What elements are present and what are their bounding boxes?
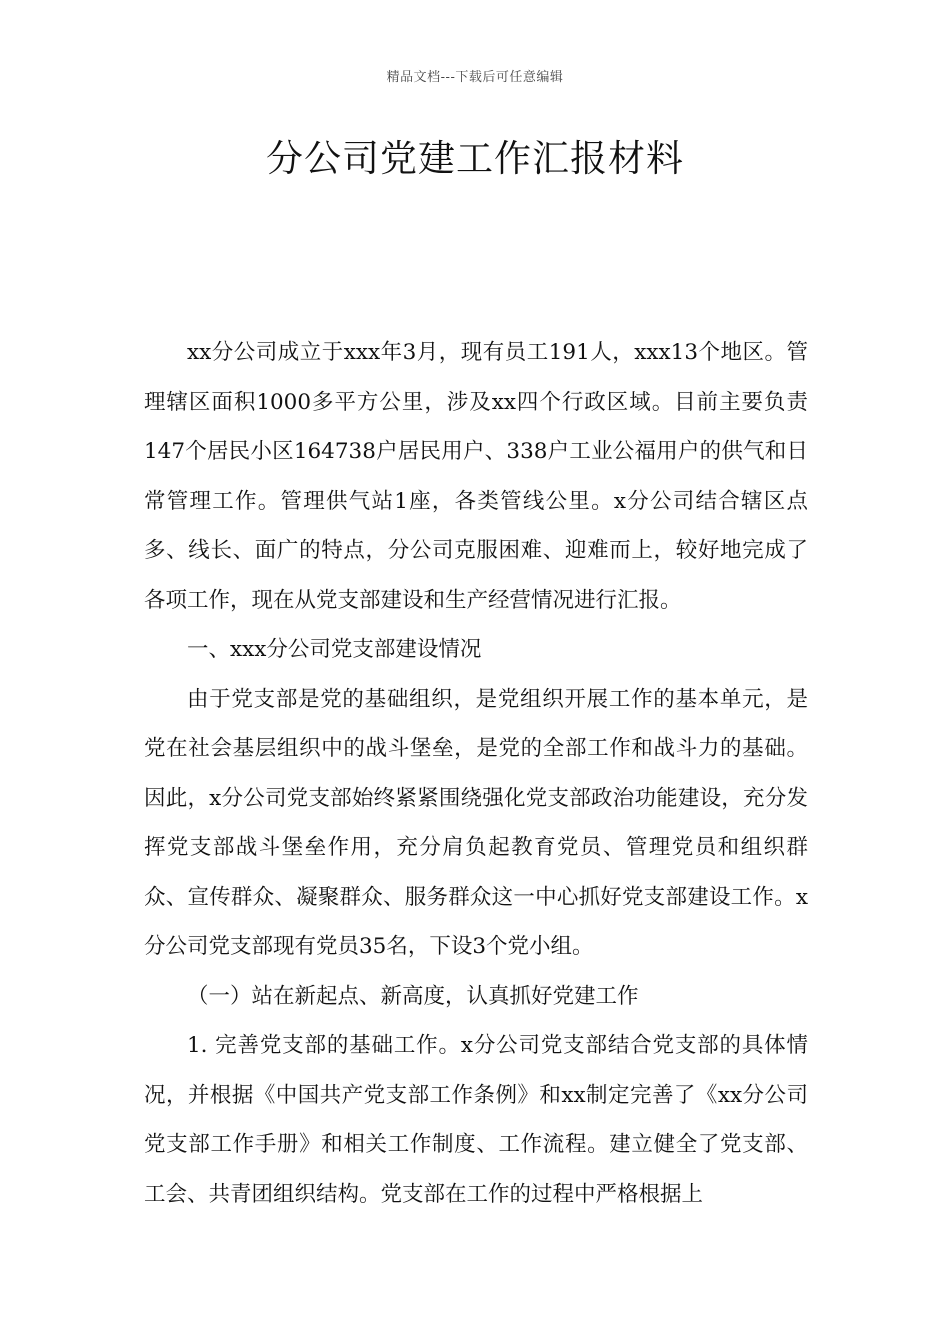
section-heading-1: 一、xxx分公司党支部建设情况 [187,637,482,662]
paragraph-party-branch: 由于党支部是党的基础组织，是党组织开展工作的基本单元，是党在社会基层组织中的战斗堡垒，是党的全部工作和战斗力的基础。因此，x分公司党支部始终紧紧围绕强化党支部政治功能建设，充分发挥党支部战斗堡垒作用，充分肩负起教育党员、管理党员和组织群众、宣传群众、凝聚群众、服务群众这一中心抓好党支部建设工作。x分公司党支部现有党员35名，下设3个党小组。 [144,686,808,959]
document-title: 分公司党建工作汇报材料 [266,137,684,180]
paragraph-item-1: 1. 完善党支部的基础工作。x分公司党支部结合党支部的具体情况，并根据《中国共产党支部工作条例》和xx制定完善了《xx分公司党支部工作手册》和相关工作制度、工作流程。建立健全了党支部、工会、共青团组织结构。党支部在工作的过程中严格根据上 [144,1033,808,1207]
paragraph-intro: xx分公司成立于xxx年3月，现有员工191人，xxx13个地区。管理辖区面积1000多平方公里，涉及xx四个行政区域。目前主要负责147个居民小区164738户居民用户、338户工业公福用户的供气和日常管理工作。管理供气站1座，各类管线公里。x分公司结合辖区点多、线长、面广的特点，分公司克服困难、迎难而上，较好地完成了各项工作，现在从党支部建设和生产经营情况进行汇报。 [144,340,808,613]
header-note: 精品文档---下载后可任意编辑 [386,70,564,85]
subsection-heading-1: （一）站在新起点、新高度，认真抓好党建工作 [187,983,639,1009]
document-body [144,328,808,1219]
